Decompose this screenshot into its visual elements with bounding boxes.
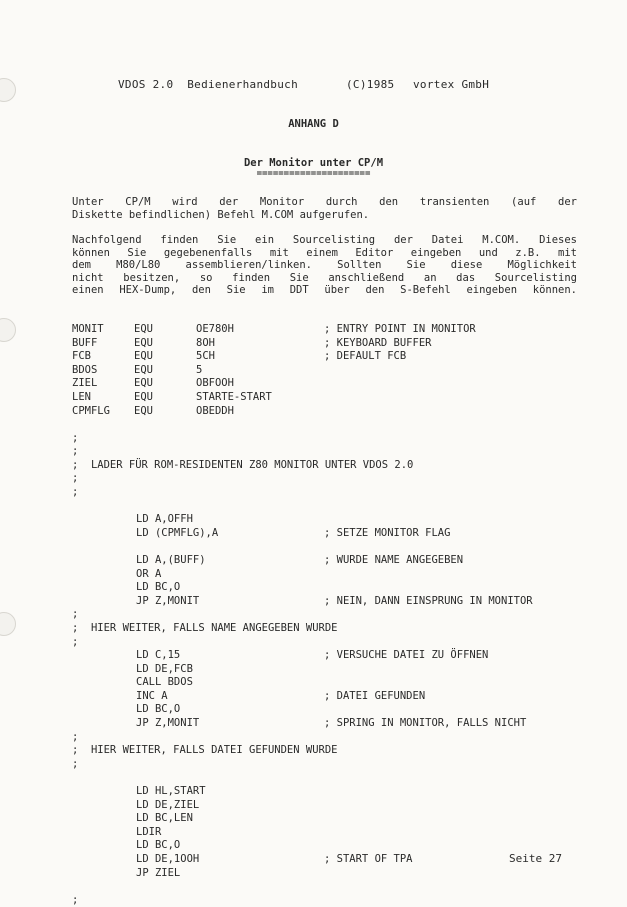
listing-line bbox=[72, 432, 592, 446]
listing-line bbox=[72, 839, 592, 853]
equate-comment: ; DEFAULT FCB bbox=[324, 350, 407, 363]
listing-line bbox=[72, 703, 592, 717]
listing-line bbox=[72, 486, 592, 500]
section-underline: ===================== bbox=[256, 169, 371, 179]
comment-line: ; bbox=[72, 635, 79, 648]
listing-line bbox=[72, 812, 592, 826]
equate-label: BUFF bbox=[72, 336, 98, 349]
listing-line bbox=[72, 663, 592, 677]
listing-line bbox=[72, 880, 592, 894]
listing-line bbox=[72, 744, 592, 758]
listing-line bbox=[72, 568, 592, 582]
equate-label: MONIT bbox=[72, 323, 104, 335]
listing-line bbox=[72, 826, 592, 840]
instruction: LD BC,LEN bbox=[136, 812, 193, 825]
listing-line bbox=[72, 676, 592, 690]
equate-op: EQU bbox=[134, 350, 153, 363]
listing-line bbox=[72, 608, 592, 622]
instruction: JP ZIEL bbox=[136, 866, 181, 879]
comment-line: ; bbox=[72, 472, 79, 485]
listing-line bbox=[72, 758, 592, 772]
paragraph-sourcelisting bbox=[72, 234, 577, 297]
comment-line: ; bbox=[72, 608, 79, 621]
equate-op: EQU bbox=[134, 336, 153, 349]
equate-line bbox=[72, 364, 592, 378]
punch-hole bbox=[0, 318, 16, 342]
paragraph-intro bbox=[72, 196, 577, 221]
listing-line bbox=[72, 867, 592, 881]
instruction: LD DE,1OOH bbox=[136, 853, 200, 865]
listing-line bbox=[72, 799, 592, 813]
comment-line: ; bbox=[72, 893, 79, 906]
listing-line bbox=[72, 785, 592, 799]
punch-hole bbox=[0, 78, 16, 102]
paragraph-line: können Sie gegebenenfalls mit einem Editor eingeben und z.B. mit bbox=[72, 246, 577, 259]
instruction-comment: ; SPRING IN MONITOR, FALLS NICHT bbox=[324, 717, 527, 730]
instruction-comment: ; START OF TPA bbox=[324, 853, 413, 865]
equate-value: 5CH bbox=[196, 350, 215, 363]
instruction: LDIR bbox=[136, 825, 162, 838]
equate-line bbox=[72, 405, 592, 419]
header-title: VDOS 2.0 Bedienerhandbuch bbox=[118, 78, 298, 91]
equate-comment: ; ENTRY POINT IN MONITOR bbox=[324, 323, 476, 335]
instruction: JP Z,MONIT bbox=[136, 717, 200, 730]
listing-line bbox=[72, 581, 592, 595]
header-copyright: (C)1985 bbox=[346, 78, 395, 91]
comment-line: ; bbox=[72, 431, 79, 444]
paragraph-line: einen HEX-Dump, den Sie im DDT über den S-Befehl eingeben können. bbox=[72, 284, 577, 296]
listing-line bbox=[72, 649, 592, 663]
paragraph-line: dem M80/L80 assemblieren/linken. Sollten Sie diese Möglichkeit bbox=[72, 259, 577, 271]
listing-line bbox=[72, 418, 592, 432]
instruction: CALL BDOS bbox=[136, 676, 193, 689]
instruction: LD A,(BUFF) bbox=[136, 553, 206, 566]
instruction-comment: ; VERSUCHE DATEI ZU ÖFFNEN bbox=[324, 649, 489, 662]
section-title: Der Monitor unter CP/M bbox=[243, 157, 384, 169]
equate-value: 5 bbox=[196, 363, 203, 376]
page-number: Seite 27 bbox=[509, 852, 562, 865]
listing-line bbox=[72, 527, 592, 541]
paragraph-line: Unter CP/M wird der Monitor durch den transienten (auf der bbox=[72, 196, 577, 208]
equate-op: EQU bbox=[134, 390, 153, 403]
instruction: JP Z,MONIT bbox=[136, 594, 200, 607]
instruction: LD HL,START bbox=[136, 785, 206, 798]
instruction-comment: ; WURDE NAME ANGEGEBEN bbox=[324, 553, 464, 566]
instruction: LD BC,O bbox=[136, 703, 181, 716]
equate-value: 8OH bbox=[196, 336, 215, 349]
instruction: LD A,OFFH bbox=[136, 513, 193, 526]
equate-line bbox=[72, 350, 592, 364]
appendix-title: ANHANG D bbox=[288, 118, 339, 130]
instruction: OR A bbox=[136, 567, 162, 580]
assembler-listing bbox=[72, 418, 592, 907]
instruction-comment: ; DATEI GEFUNDEN bbox=[324, 689, 426, 702]
instruction: LD DE,FCB bbox=[136, 662, 193, 675]
comment-line: ; bbox=[72, 730, 79, 743]
equate-op: EQU bbox=[134, 377, 153, 390]
instruction: LD BC,O bbox=[136, 839, 181, 852]
listing-line bbox=[72, 595, 592, 609]
equate-op: EQU bbox=[134, 363, 153, 376]
punch-hole bbox=[0, 612, 16, 636]
paragraph-line: nicht besitzen, so finden Sie anschließend an das Sourcelisting bbox=[72, 271, 577, 284]
paragraph-line: Diskette befindlichen) Befehl M.COM aufgerufen. bbox=[72, 208, 370, 221]
equate-value: STARTE-START bbox=[196, 390, 272, 403]
listing-line bbox=[72, 636, 592, 650]
equate-op: EQU bbox=[134, 323, 153, 335]
comment-line: ; bbox=[72, 485, 79, 498]
instruction: LD BC,O bbox=[136, 581, 181, 594]
paragraph-line: Nachfolgend finden Sie ein Sourcelisting der Datei M.COM. Dieses bbox=[72, 234, 577, 246]
comment-line: ; HIER WEITER, FALLS NAME ANGEGEBEN WURDE bbox=[72, 621, 338, 634]
comment-line: ; LADER FÜR ROM-RESIDENTEN Z80 MONITOR UNTER VDOS 2.0 bbox=[72, 458, 414, 471]
equate-value: OBEDDH bbox=[196, 404, 234, 417]
listing-line bbox=[72, 513, 592, 527]
listing-line bbox=[72, 690, 592, 704]
equate-value: OE780H bbox=[196, 323, 234, 335]
instruction-comment: ; SETZE MONITOR FLAG bbox=[324, 526, 451, 539]
listing-line bbox=[72, 500, 592, 514]
listing-line bbox=[72, 771, 592, 785]
equate-label: BDOS bbox=[72, 363, 98, 376]
equates-block bbox=[72, 323, 592, 418]
listing-line bbox=[72, 554, 592, 568]
equate-label: FCB bbox=[72, 350, 91, 363]
listing-line bbox=[72, 717, 592, 731]
listing-line bbox=[72, 540, 592, 554]
comment-line: ; bbox=[72, 757, 79, 770]
header-company: vortex GmbH bbox=[413, 78, 490, 91]
equate-comment: ; KEYBOARD BUFFER bbox=[324, 336, 432, 349]
listing-line bbox=[72, 731, 592, 745]
equate-line bbox=[72, 323, 592, 337]
equate-op: EQU bbox=[134, 404, 153, 417]
equate-value: OBFOOH bbox=[196, 377, 234, 390]
comment-line: ; bbox=[72, 445, 79, 458]
equate-label: CPMFLG bbox=[72, 404, 110, 417]
listing-line bbox=[72, 459, 592, 473]
instruction-comment: ; NEIN, DANN EINSPRUNG IN MONITOR bbox=[324, 594, 533, 607]
equate-label: LEN bbox=[72, 390, 91, 403]
listing-line bbox=[72, 445, 592, 459]
listing-line bbox=[72, 894, 592, 907]
equate-line bbox=[72, 391, 592, 405]
comment-line: ; HIER WEITER, FALLS DATEI GEFUNDEN WURDE bbox=[72, 744, 338, 757]
equate-line bbox=[72, 337, 592, 351]
instruction: LD (CPMFLG),A bbox=[136, 526, 219, 539]
listing-line bbox=[72, 622, 592, 636]
equate-line bbox=[72, 377, 592, 391]
instruction: INC A bbox=[136, 689, 168, 702]
listing-line bbox=[72, 472, 592, 486]
instruction: LD DE,ZIEL bbox=[136, 798, 200, 811]
equate-label: ZIEL bbox=[72, 377, 98, 390]
instruction: LD C,15 bbox=[136, 649, 181, 662]
